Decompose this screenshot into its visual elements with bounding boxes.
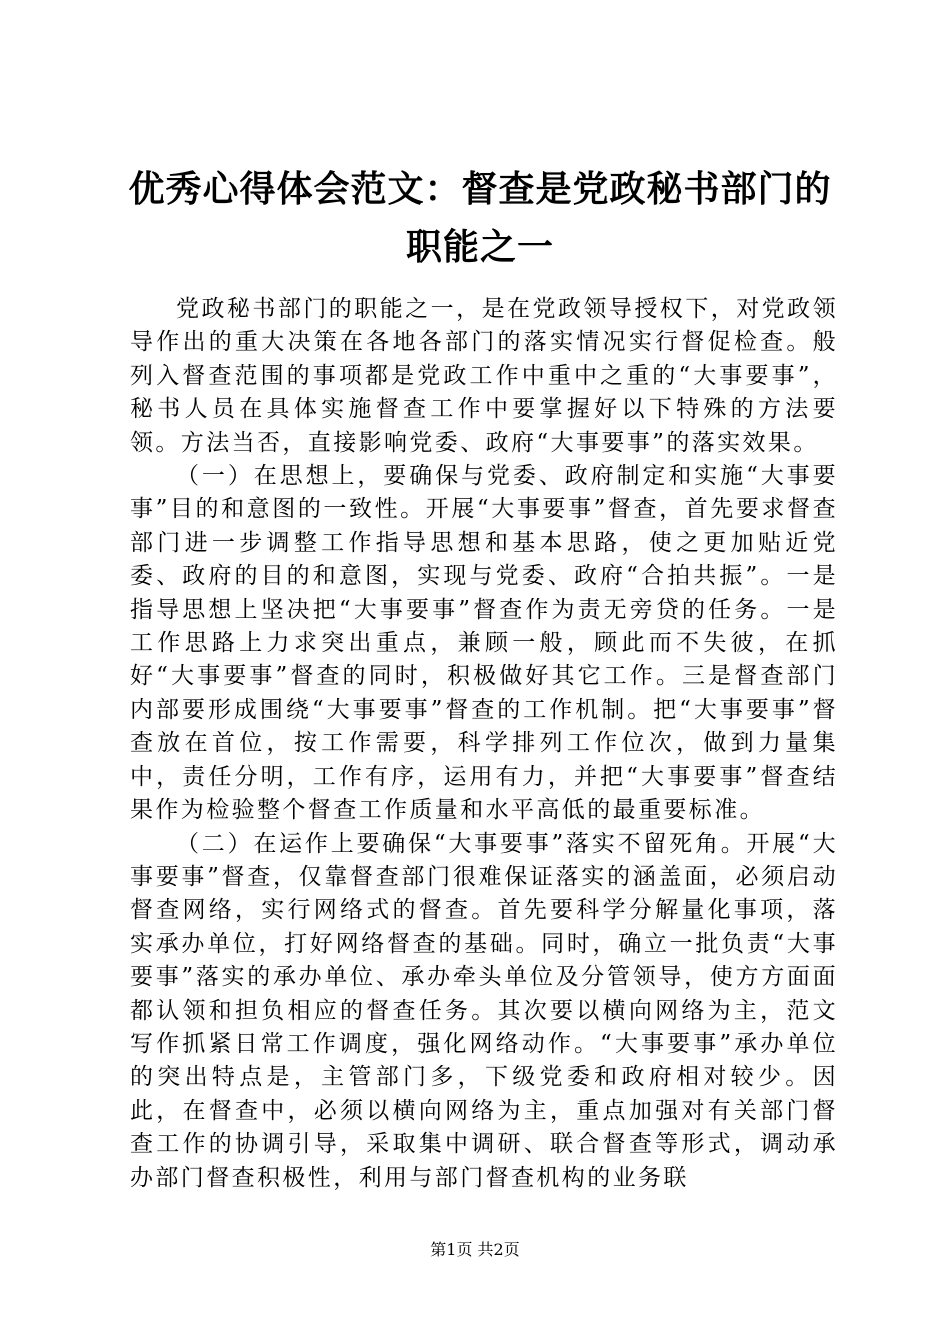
document-body bbox=[130, 293, 838, 1193]
paragraph-section-2: （二）在运作上要确保“大事要事”落实不留死角。开展“大事要事”督查，仅靠督查部门很难保证落实的涵盖面，必须启动督查网络，实行网络式的督查。首先要科学分解量化事项，落实承办单位，打好网络督查的基础。同时，确立一批负责“大事要事”落实的承办单位、承办牵头单位及分管领导，使方方面面都认领和担负相应的督查任务。其次要以横向网络为主，范文写作抓紧日常工作调度，强化网络动作。“大事要事”承办单位的突出特点是，主管部门多，下级党委和政府相对较少。因此，在督查中，必须以横向网络为主，重点加强对有关部门督查工作的协调引导，采取集中调研、联合督查等形式，调动承办部门督查积极性，利用与部门督查机构的业务联 bbox=[130, 830, 838, 1191]
paragraph-intro: 党政秘书部门的职能之一，是在党政领导授权下，对党政领导作出的重大决策在各地各部门的落实情况实行督促检查。般列入督查范围的事项都是党政工作中重中之重的“大事要事”，秘书人员在具体实施督查工作中要掌握好以下特殊的方法要领。方法当否，直接影响党委、政府“大事要事”的落实效果。 bbox=[130, 296, 838, 456]
page-number-footer: 第1页 共2页 bbox=[430, 1240, 520, 1259]
paragraph-section-1: （一）在思想上，要确保与党委、政府制定和实施“大事要事”目的和意图的一致性。开展“大事要事”督查，首先要求督查部门进一步调整工作指导思想和基本思路，使之更加贴近党委、政府的目的和意图，实现与党委、政府“合拍共振”。一是指导思想上坚决把“大事要事”督查作为责无旁贷的任务。一是工作思路上力求突出重点，兼顾一般，顾此而不失彼，在抓好“大事要事”督查的同时，积极做好其它工作。三是督查部门内部要形成围绕“大事要事”督查的工作机制。把“大事要事”督查放在首位，按工作需要，科学排列工作位次，做到力量集中，责任分明，工作有序，运用有力，并把“大事要事”督查结果作为检验整个督查工作质量和水平高低的最重要标准。 bbox=[130, 463, 838, 824]
document-title: 优秀心得体会范文：督查是党政秘书部门的职能之一 bbox=[128, 168, 832, 268]
